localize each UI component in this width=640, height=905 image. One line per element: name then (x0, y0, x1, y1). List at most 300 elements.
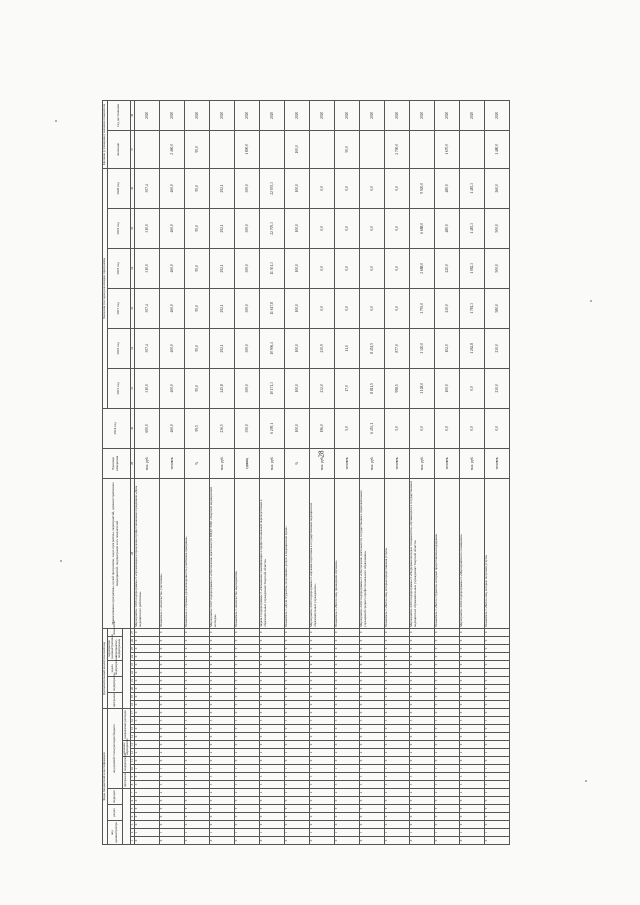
column-index: 25 (130, 644, 134, 652)
row-value: 260,0 (484, 168, 509, 208)
code-cell: 0 (234, 708, 259, 716)
code-cell: 0 (159, 636, 184, 644)
row-value: 100,0 (434, 368, 459, 408)
code-cell: 3 (134, 781, 159, 789)
code-cell: 0 (234, 676, 259, 684)
row-final-year: 2020 (484, 100, 509, 130)
code-cell: 0 (459, 708, 484, 716)
header-subsection: подраздел (107, 789, 122, 805)
code-cell: 2 (409, 749, 434, 757)
code-cell: 3 (209, 717, 234, 725)
code-cell: 0 (159, 700, 184, 708)
row-value: 0,0 (334, 208, 359, 248)
row-final-value (209, 130, 234, 168)
row-value: 10 906,1 (259, 328, 284, 368)
code-cell: 3 (234, 781, 259, 789)
code-cell: 0 (159, 644, 184, 652)
code-cell: 3 (384, 781, 409, 789)
code-cell: 0 (284, 733, 309, 741)
code-cell: 0 (434, 837, 459, 845)
code-cell: 0 (259, 660, 284, 668)
code-cell: 0 (234, 636, 259, 644)
code-cell: 0 (159, 652, 184, 660)
code-cell: 0 (434, 636, 459, 644)
row-value: 22 705,3 (259, 208, 284, 248)
code-cell: 0 (484, 741, 509, 749)
row-unit: человек (159, 448, 184, 478)
code-cell: 0 (384, 636, 409, 644)
row-final-year: 2020 (184, 100, 209, 130)
row-base-2014: 600,0 (134, 408, 159, 448)
code-cell: 0 (259, 668, 284, 676)
row-base-2014: 5,0 (384, 408, 409, 448)
row-value: 0,0 (359, 288, 384, 328)
code-cell: 0 (384, 725, 409, 733)
code-cell: 0 (459, 644, 484, 652)
code-cell: 0 (459, 684, 484, 692)
code-cell: 0 (259, 757, 284, 765)
code-cell: 1 (384, 829, 409, 837)
code-cell: 0 (459, 660, 484, 668)
header-indicator: показатель (107, 628, 122, 636)
code-cell: 0 (184, 628, 209, 636)
code-cell: 0 (309, 837, 334, 845)
row-final-value: 1 480,0 (484, 130, 509, 168)
code-cell: 1 (434, 829, 459, 837)
code-cell: 9 (209, 805, 234, 813)
code-cell: 0 (459, 821, 484, 829)
row-name: Показатель 1 «Число лиц, которым предоставлена услуга» (384, 478, 409, 628)
code-cell: 0 (234, 628, 259, 636)
code-cell: 3 (334, 717, 359, 725)
code-cell: 2 (259, 789, 284, 797)
code-cell: 3 (159, 781, 184, 789)
code-cell: 0 (184, 668, 209, 676)
code-cell: 0 (359, 837, 384, 845)
code-cell: 0 (159, 813, 184, 821)
column-index: 35 (130, 208, 134, 248)
row-value: 220,0 (434, 248, 459, 288)
row-value: 500,0 (484, 208, 509, 248)
code-cell: 9 (134, 805, 159, 813)
code-cell: 0 (284, 837, 309, 845)
code-cell: 2 (459, 789, 484, 797)
code-cell: 0 (409, 821, 434, 829)
row-final-year: 2020 (309, 100, 334, 130)
row-name: Мероприятие 4.002 подпрограммы 3 «Обеспечение деятельности государственных образовательных учреждений среднего профессионального образования» (359, 478, 384, 628)
code-cell: 0 (409, 676, 434, 684)
row-value: 400,0 (159, 368, 184, 408)
code-cell: 9 (334, 805, 359, 813)
code-cell: 0 (409, 652, 434, 660)
table-row (484, 100, 509, 844)
code-cell: 0 (359, 733, 384, 741)
code-cell: 0 (234, 725, 259, 733)
code-cell: 0 (259, 733, 284, 741)
row-value: 300,0 (234, 368, 259, 408)
code-cell: 0 (309, 676, 334, 684)
code-cell: 3 (384, 717, 409, 725)
row-final-value: 2 460,0 (159, 130, 184, 168)
code-cell: 0 (134, 636, 159, 644)
code-cell: 0 (184, 708, 209, 716)
code-cell: 0 (234, 757, 259, 765)
column-index: 29 (130, 448, 134, 478)
code-cell: 0 (434, 692, 459, 700)
row-value: 17,0 (334, 368, 359, 408)
column-index: 6 (130, 797, 134, 805)
code-cell: 0 (484, 644, 509, 652)
code-cell: 0 (359, 676, 384, 684)
table-row (184, 100, 209, 844)
row-value: 460,0 (159, 288, 184, 328)
code-cell: 0 (484, 660, 509, 668)
code-cell: 0 (484, 676, 509, 684)
row-base-2014: 196,0 (309, 408, 334, 448)
table-row (159, 100, 184, 844)
code-cell: 0 (409, 837, 434, 845)
row-value: 460,0 (159, 168, 184, 208)
row-value: 300,0 (234, 288, 259, 328)
code-cell: 0 (134, 652, 159, 660)
row-value: 300,0 (234, 328, 259, 368)
code-cell: 3 (184, 781, 209, 789)
row-value: 877,0 (384, 328, 409, 368)
code-cell: 1 (334, 829, 359, 837)
code-cell: 0 (284, 684, 309, 692)
code-cell: 0 (359, 636, 384, 644)
code-cell: 3 (359, 717, 384, 725)
code-cell: 3 (459, 717, 484, 725)
code-cell: 0 (309, 733, 334, 741)
row-name: Показатель 1 «Число лиц, которые получили услуги» (484, 478, 509, 628)
code-cell: 0 (134, 684, 159, 692)
code-cell: 0 (184, 676, 209, 684)
code-cell: 0 (209, 628, 234, 636)
row-final-value (459, 130, 484, 168)
header-year-2019: 2019 год (107, 208, 130, 248)
code-cell: 0 (234, 644, 259, 652)
code-cell: 0 (484, 684, 509, 692)
row-final-year: 2020 (159, 100, 184, 130)
row-final-year: 2020 (259, 100, 284, 130)
code-cell: 0 (259, 708, 284, 716)
code-cell: 0 (384, 660, 409, 668)
row-value: 100,0 (284, 248, 309, 288)
row-value: 11 617,8 (259, 288, 284, 328)
column-index: 28 (130, 478, 134, 628)
row-base-2014: 0,0 (459, 408, 484, 448)
code-cell: 0 (184, 757, 209, 765)
row-value: 2 688,0 (409, 248, 434, 288)
code-cell: 0 (459, 692, 484, 700)
table-row (384, 100, 409, 844)
row-value: 1 483,3 (459, 168, 484, 208)
code-cell: 0 (484, 837, 509, 845)
code-cell: 9 (434, 805, 459, 813)
code-cell: 0 (409, 628, 434, 636)
column-index: 8 (130, 781, 134, 789)
code-cell: 2 (334, 749, 359, 757)
code-cell: 9 (284, 805, 309, 813)
code-cell: 3 (409, 773, 434, 781)
code-cell: 0 (309, 700, 334, 708)
row-final-value: 1 670,0 (434, 130, 459, 168)
row-base-2014: 0,0 (484, 408, 509, 448)
code-cell: 0 (159, 660, 184, 668)
code-cell: 0 (259, 684, 284, 692)
code-cell: 0 (484, 668, 509, 676)
code-cell: 0 (234, 700, 259, 708)
row-final-year: 2020 (209, 100, 234, 130)
row-name: Задача 4 подпрограммы 3 «Повышение квалификации и профессиональной переподготовки в образовательных учреждениях Тверской области» (259, 478, 284, 628)
code-cell: 0 (159, 797, 184, 805)
code-cell: 0 (459, 628, 484, 636)
column-index: 3 (130, 821, 134, 829)
code-cell: 0 (209, 652, 234, 660)
code-cell: 0 (134, 708, 159, 716)
code-cell: 0 (284, 725, 309, 733)
code-cell: 9 (184, 805, 209, 813)
code-cell: 0 (384, 676, 409, 684)
code-cell: 0 (334, 725, 359, 733)
code-cell: 0 (284, 644, 309, 652)
code-cell: 0 (434, 813, 459, 821)
code-cell: 3 (234, 717, 259, 725)
code-cell: 0 (484, 628, 509, 636)
code-cell: 0 (459, 636, 484, 644)
code-cell: 0 (309, 725, 334, 733)
code-cell: 0 (309, 668, 334, 676)
code-cell: 0 (209, 797, 234, 805)
code-cell: 0 (359, 725, 384, 733)
code-cell: 0 (159, 837, 184, 845)
code-cell: 0 (334, 837, 359, 845)
code-cell: 0 (484, 813, 509, 821)
row-name: Мероприятие 4.003 подпрограммы 3 «Целевая подготовка в государственных медицинских образовательных учреждениях» (309, 478, 334, 628)
code-cell: 3 (334, 781, 359, 789)
code-cell: 0 (159, 741, 184, 749)
rotated-table-wrapper (102, 105, 550, 845)
code-cell: 0 (409, 797, 434, 805)
code-cell: 1 (259, 765, 284, 773)
code-cell: 2 (134, 789, 159, 797)
header-subprogram-a: подпрограмма (107, 676, 122, 692)
code-cell: 2 (284, 749, 309, 757)
program-table (102, 100, 510, 845)
code-cell: 0 (234, 652, 259, 660)
code-cell: 2 (434, 749, 459, 757)
code-cell: 0 (134, 660, 159, 668)
row-value: 95,0 (184, 328, 209, 368)
code-cell: 1 (484, 829, 509, 837)
row-base-2014: 100,0 (284, 408, 309, 448)
code-cell: 9 (234, 805, 259, 813)
code-cell: 0 (334, 813, 359, 821)
code-cell: 0 (309, 797, 334, 805)
table-row (259, 100, 284, 844)
code-cell: 0 (309, 821, 334, 829)
header-unit: Единица измерения (103, 448, 131, 478)
code-cell: 0 (284, 628, 309, 636)
code-cell: 0 (384, 692, 409, 700)
code-cell: 1 (184, 765, 209, 773)
column-index: 1 (130, 837, 134, 845)
code-cell: 3 (284, 773, 309, 781)
row-value: 0,0 (384, 208, 409, 248)
code-cell: 0 (359, 628, 384, 636)
row-value: 11 301,3 (259, 248, 284, 288)
row-value: 0,0 (359, 248, 384, 288)
row-final-year: 2020 (234, 100, 259, 130)
code-cell: 1 (134, 829, 159, 837)
row-name: Показатель 2 «Уровень удовлетворенности участников праздника» (184, 478, 209, 628)
row-final-value: 100,0 (284, 130, 309, 168)
code-cell: 1 (184, 829, 209, 837)
code-cell: 1 (159, 765, 184, 773)
code-cell: 1 (209, 765, 234, 773)
code-cell: 3 (459, 773, 484, 781)
code-cell: 0 (484, 821, 509, 829)
row-base-2014: 99,5 (184, 408, 209, 448)
code-cell: 3 (434, 781, 459, 789)
code-cell: 0 (159, 684, 184, 692)
row-final-year: 2020 (134, 100, 159, 130)
code-cell: 1 (409, 765, 434, 773)
row-final-year: 2020 (334, 100, 359, 130)
row-base-2014: 0,0 (409, 408, 434, 448)
code-cell: 0 (134, 813, 159, 821)
code-cell: 0 (159, 757, 184, 765)
code-cell: 1 (434, 765, 459, 773)
code-cell: 0 (334, 644, 359, 652)
column-index: 18 (130, 700, 134, 708)
code-cell: 0 (384, 708, 409, 716)
column-index: 10 (130, 765, 134, 773)
code-cell: 2 (434, 789, 459, 797)
code-cell: 0 (209, 700, 234, 708)
code-cell: 2 (359, 749, 384, 757)
row-base-2014: 350,0 (234, 408, 259, 448)
code-cell: 3 (484, 773, 509, 781)
row-value: 1 781,3 (459, 288, 484, 328)
column-index: 26 (130, 636, 134, 644)
column-index: 2 (130, 829, 134, 837)
code-cell: 1 (409, 829, 434, 837)
code-cell: 0 (284, 652, 309, 660)
row-final-year: 2020 (409, 100, 434, 130)
code-cell: 0 (159, 821, 184, 829)
column-index: 15 (130, 725, 134, 733)
column-index: 34 (130, 248, 134, 288)
row-value: 100,0 (284, 288, 309, 328)
row-final-value (134, 130, 159, 168)
code-cell: 0 (409, 733, 434, 741)
code-cell: 1 (234, 765, 259, 773)
code-cell: 0 (384, 700, 409, 708)
row-final-value: 50,0 (334, 130, 359, 168)
code-cell: 0 (309, 660, 334, 668)
code-cell: 1 (334, 765, 359, 773)
code-cell: 0 (259, 636, 284, 644)
row-final-value: 1 800,0 (234, 130, 259, 168)
row-value: 310,0 (134, 208, 159, 248)
code-cell: 2 (234, 749, 259, 757)
table-row (434, 100, 459, 844)
code-cell: 0 (159, 628, 184, 636)
code-cell: 9 (259, 805, 284, 813)
code-cell: 0 (234, 797, 259, 805)
row-unit: тыс. руб. (134, 448, 159, 478)
code-cell: 0 (459, 757, 484, 765)
column-index: 36 (130, 168, 134, 208)
row-unit: человек (334, 448, 359, 478)
code-cell: 0 (434, 676, 459, 684)
code-cell: 3 (159, 717, 184, 725)
header-admin: код администратора (107, 821, 122, 845)
code-cell: 0 (309, 684, 334, 692)
code-cell: 3 (184, 773, 209, 781)
code-cell: 0 (259, 813, 284, 821)
code-cell: 0 (334, 708, 359, 716)
code-cell: 2 (384, 749, 409, 757)
row-value: 10 171,3 (259, 368, 284, 408)
row-value: 307,4 (134, 168, 159, 208)
header-year-2020: 2020 год (107, 168, 130, 208)
table-row (409, 100, 434, 844)
row-value: 292,1 (209, 328, 234, 368)
code-cell: 0 (159, 725, 184, 733)
row-value: 0,0 (334, 288, 359, 328)
row-final-value (359, 130, 384, 168)
row-value: 95,0 (184, 368, 209, 408)
table-row (334, 100, 359, 844)
code-cell: 9 (359, 805, 384, 813)
table-row (134, 100, 159, 844)
code-cell: 0 (134, 676, 159, 684)
code-cell: 2 (309, 749, 334, 757)
code-cell: 0 (384, 797, 409, 805)
code-cell: 0 (484, 725, 509, 733)
code-cell: 2 (259, 749, 284, 757)
row-unit: человек (484, 448, 509, 478)
code-cell: 0 (434, 684, 459, 692)
code-cell: 0 (134, 668, 159, 676)
code-cell: 3 (284, 781, 309, 789)
code-cell: 0 (334, 733, 359, 741)
code-cell: 3 (409, 781, 434, 789)
code-cell: 9 (309, 805, 334, 813)
code-cell: 3 (134, 773, 159, 781)
column-index: 4 (130, 813, 134, 821)
code-cell: 0 (434, 700, 459, 708)
header-additional-code: Дополнительный аналитический код (103, 628, 108, 708)
code-cell: 0 (459, 813, 484, 821)
code-cell: 0 (434, 644, 459, 652)
column-index: 14 (130, 733, 134, 741)
row-value: 245,8 (209, 368, 234, 408)
code-cell: 9 (159, 805, 184, 813)
code-cell: 0 (334, 797, 359, 805)
row-value: 232,0 (309, 368, 334, 408)
table-row (209, 100, 234, 844)
row-name: Показатель 1 «Количество мероприятий» (234, 478, 259, 628)
code-cell: 0 (384, 757, 409, 765)
code-cell: 0 (334, 668, 359, 676)
row-value: 22 935,3 (259, 168, 284, 208)
code-cell: 0 (184, 821, 209, 829)
code-cell: 1 (484, 765, 509, 773)
